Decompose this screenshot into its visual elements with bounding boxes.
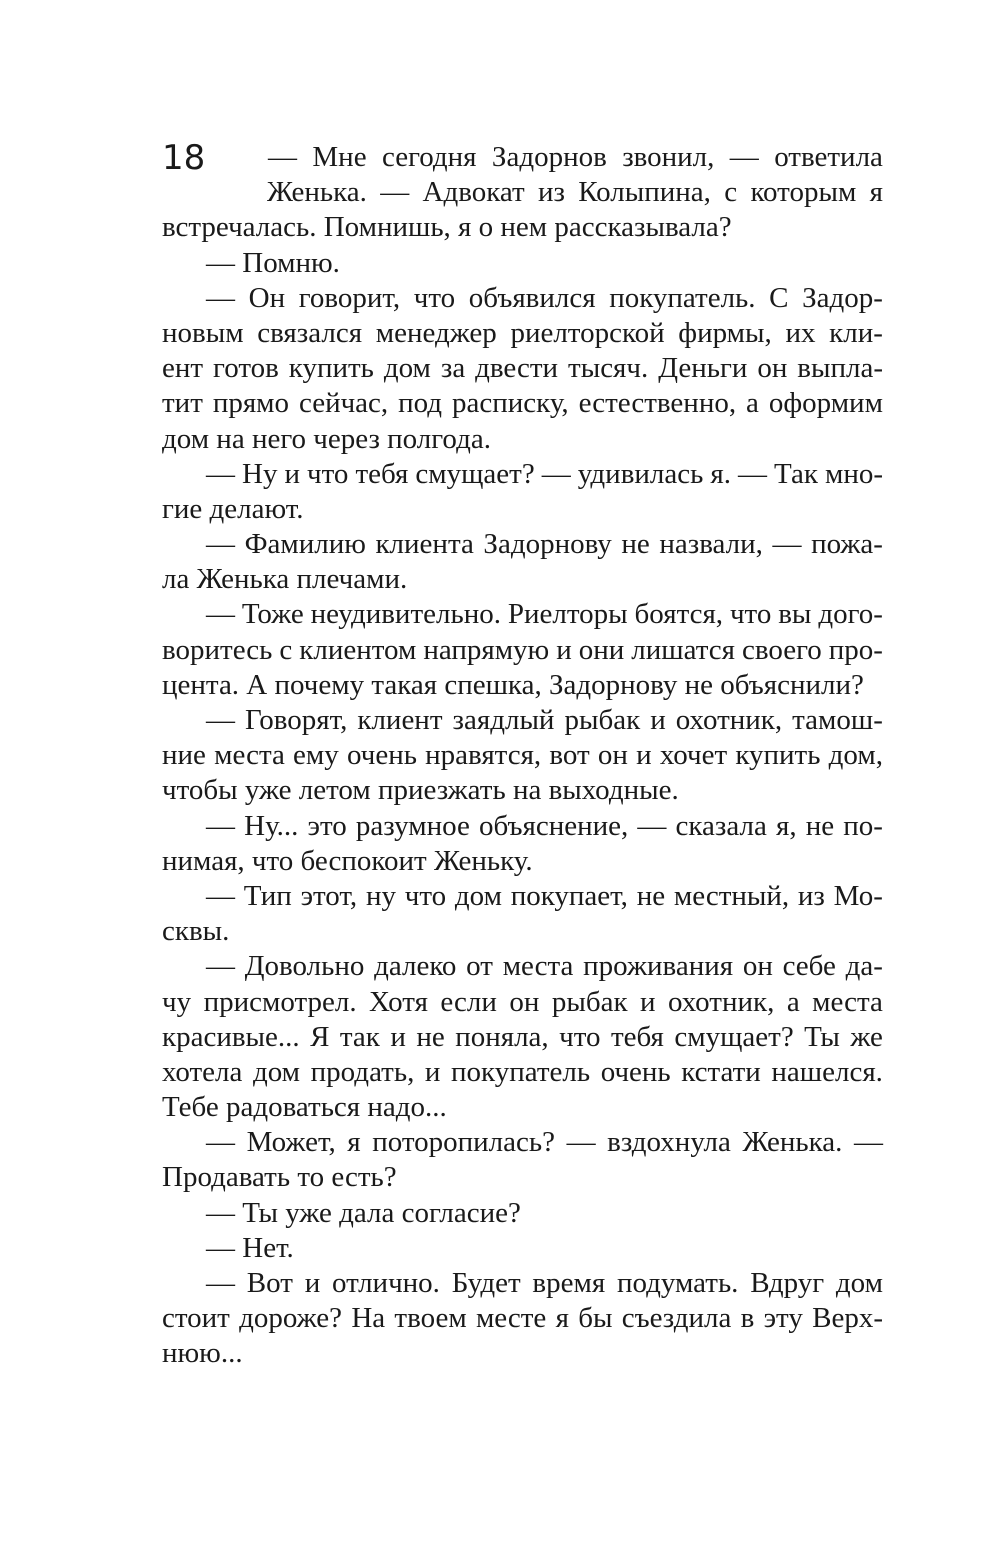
text-line: — Тип этот, ну что дом покупает, не местный, из Мо- (206, 879, 883, 912)
paragraph (162, 281, 883, 457)
text-line: чтобы уже летом приезжать на выходные. (162, 774, 679, 807)
text-line: сквы. (162, 915, 230, 948)
text-line: хотела дом продать, и покупатель очень кстати нашелся. (162, 1055, 883, 1088)
page-text (162, 140, 883, 1372)
text-line: — Может, я поторопилась? — вздохнула Женька. — (206, 1126, 883, 1159)
text-line: — Говорят, клиент заядлый рыбак и охотник, тамош- (206, 704, 883, 736)
text-line: — Мне сегодня Задорнов звонил, — ответила (268, 141, 883, 173)
paragraph (162, 809, 883, 879)
text-line: цента. А почему такая спешка, Задорнову не объяснили? (162, 668, 864, 701)
text-line: встречалась. Помнишь, я о нем рассказывала? (162, 211, 732, 244)
text-line: — Ты уже дала согласие? (206, 1196, 521, 1229)
paragraph (162, 1196, 883, 1231)
paragraph (162, 703, 883, 809)
paragraph (162, 1266, 883, 1372)
text-line: новым связался менеджер риелторской фирмы, их кли- (162, 316, 883, 349)
paragraph (162, 246, 883, 281)
text-line: — Тоже неудивительно. Риелторы боятся, что вы дого- (206, 598, 883, 631)
paragraph (162, 949, 883, 1125)
paragraph (162, 527, 883, 597)
text-line: ние места ему очень нравятся, вот он и хочет купить дом, (162, 739, 883, 772)
page-number: 18 (162, 138, 206, 178)
text-line: нюю... (162, 1337, 243, 1370)
text-line: нимая, что беспокоит Женьку. (162, 844, 533, 877)
text-line: Тебе радоваться надо... (162, 1091, 447, 1124)
text-line: — Помню. (206, 246, 340, 279)
paragraph (162, 457, 883, 527)
text-line: ла Женька плечами. (162, 563, 408, 596)
paragraph (162, 597, 883, 703)
text-line: — Он говорит, что объявился покупатель. С Задор- (206, 281, 883, 314)
text-line: ент готов купить дом за двести тысяч. Деньги он выпла- (162, 352, 883, 385)
text-line: дом на него через полгода. (162, 422, 491, 455)
text-line: Продавать то есть? (162, 1161, 397, 1194)
text-line: — Нет. (206, 1231, 294, 1264)
text-line: — Довольно далеко от места проживания он себе да- (206, 950, 883, 983)
text-line: гие делают. (162, 492, 304, 525)
paragraph (162, 879, 883, 949)
text-line: воритесь с клиентом напрямую и они лишатся своего про- (162, 633, 883, 666)
text-line: — Ну... это разумное объяснение, — сказала я, не по- (206, 809, 883, 842)
text-line: красивые... Я так и не поняла, что тебя смущает? Ты же (162, 1020, 883, 1053)
text-line: чу присмотрел. Хотя если он рыбак и охотник, а места (162, 985, 883, 1018)
text-line: тит прямо сейчас, под расписку, естественно, а оформим (162, 387, 883, 420)
text-line: Женька. — Адвокат из Колыпина, с которым я (267, 176, 883, 209)
text-line: — Ну и что тебя смущает? — удивилась я. — Так мно- (206, 457, 883, 490)
text-line: — Вот и отлично. Будет время подумать. Вдруг дом (206, 1267, 883, 1299)
paragraph (162, 140, 883, 246)
paragraph (162, 1231, 883, 1266)
text-line: стоит дороже? На твоем месте я бы съездила в эту Верх- (162, 1302, 883, 1335)
text-line: — Фамилию клиента Задорнову не назвали, — пожа- (206, 528, 883, 561)
paragraph (162, 1125, 883, 1195)
